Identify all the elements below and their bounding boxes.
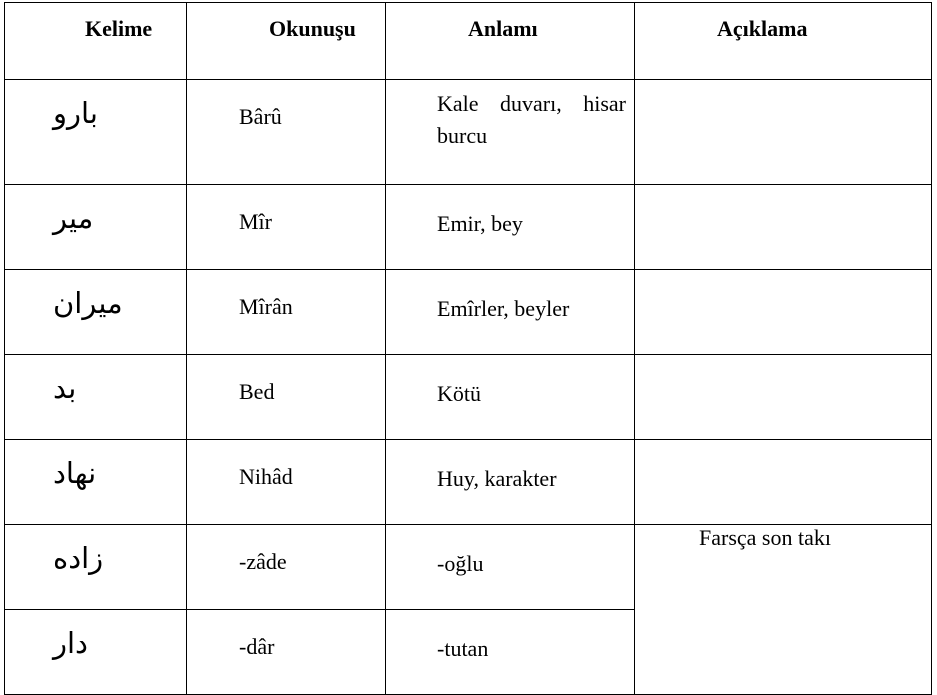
cell-kelime: ميران (5, 270, 187, 355)
cell-okunus: Bârû (187, 80, 386, 185)
table-row (5, 525, 932, 610)
header-anlam: Anlamı (386, 3, 635, 80)
cell-kelime: بد (5, 355, 187, 440)
cell-aciklama (635, 440, 932, 525)
cell-anlam: Kale duvarı, hisar burcu (386, 80, 635, 185)
cell-aciklama (635, 355, 932, 440)
cell-anlam: Emir, bey (386, 185, 635, 270)
cell-okunus: -dâr (187, 610, 386, 695)
cell-aciklama (635, 80, 932, 185)
cell-anlam: Huy, karakter (386, 440, 635, 525)
table-row (5, 355, 932, 440)
cell-okunus: Mîrân (187, 270, 386, 355)
cell-anlam: -oğlu (386, 525, 635, 610)
table-header-row (5, 3, 932, 80)
table-row (5, 440, 932, 525)
cell-kelime: زاده (5, 525, 187, 610)
cell-okunus: Mîr (187, 185, 386, 270)
cell-anlam: Kötü (386, 355, 635, 440)
cell-okunus: Bed (187, 355, 386, 440)
cell-okunus: Nihâd (187, 440, 386, 525)
cell-aciklama (635, 270, 932, 355)
cell-kelime: دار (5, 610, 187, 695)
header-kelime: Kelime (5, 3, 187, 80)
table-row (5, 270, 932, 355)
table-row (5, 80, 932, 185)
cell-aciklama (635, 185, 932, 270)
vocabulary-table (4, 2, 932, 695)
cell-okunus: -zâde (187, 525, 386, 610)
cell-aciklama-merged: Farsça son takı (635, 525, 932, 695)
header-aciklama: Açıklama (635, 3, 932, 80)
table-row (5, 185, 932, 270)
cell-kelime: نهاد (5, 440, 187, 525)
cell-kelime: بارو (5, 80, 187, 185)
cell-anlam: Emîrler, beyler (386, 270, 635, 355)
header-okunus: Okunuşu (187, 3, 386, 80)
cell-kelime: مير (5, 185, 187, 270)
cell-anlam: -tutan (386, 610, 635, 695)
